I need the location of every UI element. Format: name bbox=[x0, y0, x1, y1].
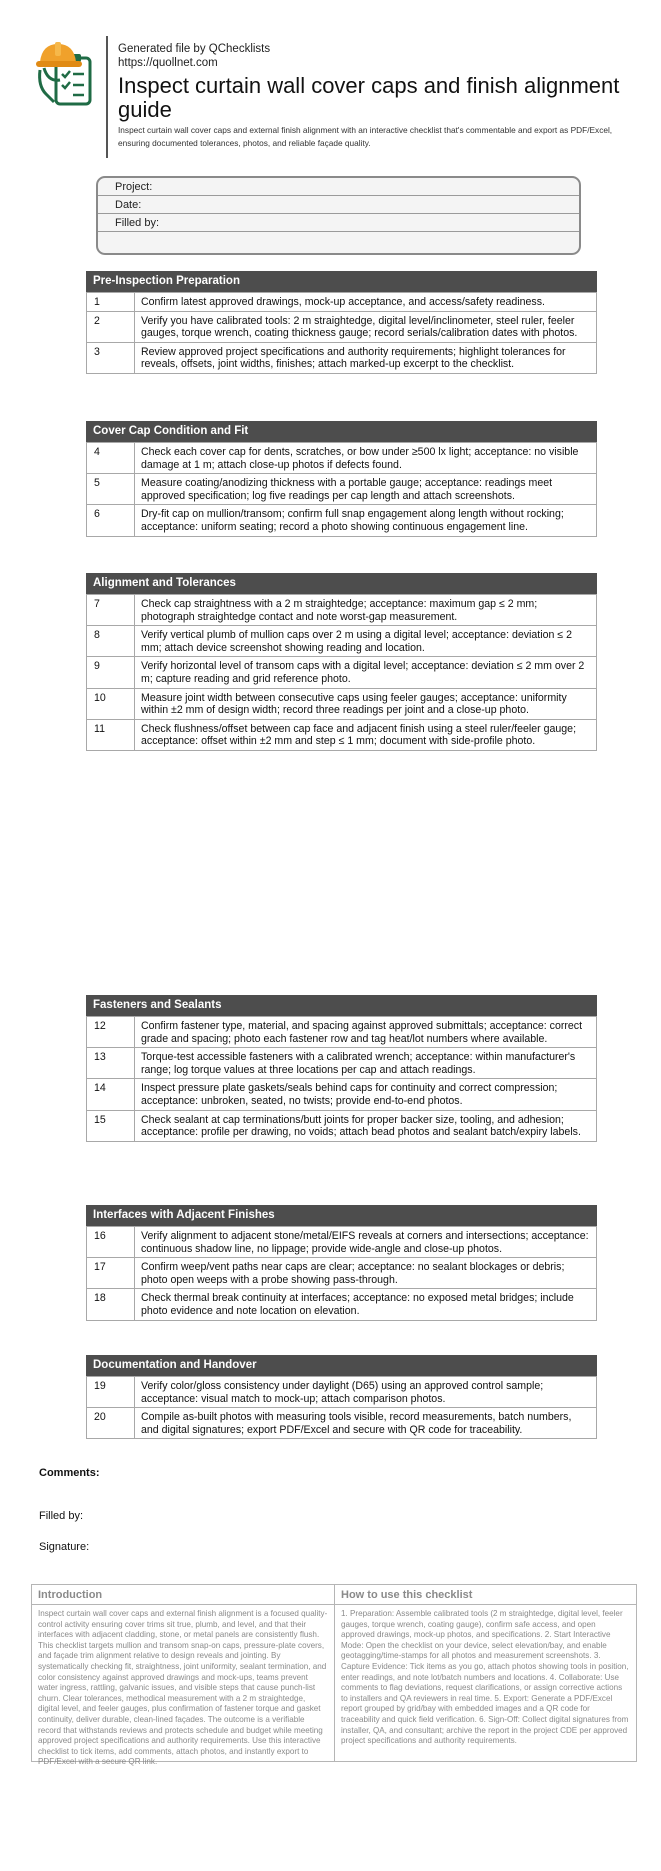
item-number: 9 bbox=[87, 657, 135, 688]
item-text: Measure joint width between consecutive caps using feeler gauges; acceptance: uniformity within ±2 mm of design width; record three readings per joint and a close-up photo. bbox=[135, 688, 597, 719]
item-number: 6 bbox=[87, 505, 135, 536]
table-row[interactable] bbox=[87, 657, 597, 688]
filled-by-field[interactable]: Filled by: bbox=[98, 214, 579, 232]
item-number: 20 bbox=[87, 1408, 135, 1439]
item-text: Inspect pressure plate gaskets/seals behind caps for continuity and correct compression; acceptance: unbroken, seated, no twists; provide end-to-end photos. bbox=[135, 1079, 597, 1110]
item-text: Check thermal break continuity at interfaces; acceptance: no exposed metal bridges; include photo evidence and note location on elevation. bbox=[135, 1289, 597, 1320]
item-text: Check each cover cap for dents, scratches, or bow under ≥500 lx light; acceptance: no visible damage at 1 m; attach close-up photos if defects found. bbox=[135, 443, 597, 474]
item-number: 12 bbox=[87, 1017, 135, 1048]
item-number: 14 bbox=[87, 1079, 135, 1110]
item-number: 16 bbox=[87, 1227, 135, 1258]
item-text: Verify horizontal level of transom caps with a digital level; acceptance: deviation ≤ 2 mm over 2 m; capture reading and grid reference photo. bbox=[135, 657, 597, 688]
filled-by-label[interactable]: Filled by: bbox=[39, 1510, 84, 1522]
item-text: Check cap straightness with a 2 m straightedge; acceptance: maximum gap ≤ 2 mm; photograph straightedge contact and note worst-gap measurement. bbox=[135, 595, 597, 626]
table-row[interactable] bbox=[87, 1048, 597, 1079]
table-row[interactable] bbox=[87, 1079, 597, 1110]
source-url[interactable]: https://quollnet.com bbox=[118, 57, 218, 69]
item-text: Dry-fit cap on mullion/transom; confirm full snap engagement along length without rocking; acceptance: uniform seating; record a photo showing continuous engagement line. bbox=[135, 505, 597, 536]
signature-label[interactable]: Signature: bbox=[39, 1541, 90, 1553]
section-fasteners bbox=[86, 995, 597, 1142]
table-row[interactable] bbox=[87, 293, 597, 312]
how-to-title: How to use this checklist bbox=[335, 1585, 636, 1605]
checklist-table bbox=[86, 1226, 597, 1321]
item-text: Measure coating/anodizing thickness with a portable gauge; acceptance: readings meet approved specification; log five readings per cap length and attach screenshots. bbox=[135, 474, 597, 505]
checklist-table bbox=[86, 1016, 597, 1142]
item-text: Compile as-built photos with measuring tools visible, record measurements, batch numbers, and digital signatures; export PDF/Excel and secure with QR code for traceability. bbox=[135, 1408, 597, 1439]
item-number: 17 bbox=[87, 1258, 135, 1289]
item-text: Confirm latest approved drawings, mock-up acceptance, and access/safety readiness. bbox=[135, 293, 597, 312]
checklist-hardhat-icon bbox=[34, 38, 104, 118]
section-title: Pre-Inspection Preparation bbox=[86, 271, 597, 292]
table-row[interactable] bbox=[87, 1017, 597, 1048]
item-number: 13 bbox=[87, 1048, 135, 1079]
section-title: Interfaces with Adjacent Finishes bbox=[86, 1205, 597, 1226]
checklist-table bbox=[86, 594, 597, 751]
section-title: Alignment and Tolerances bbox=[86, 573, 597, 594]
item-number: 8 bbox=[87, 626, 135, 657]
table-row[interactable] bbox=[87, 1289, 597, 1320]
table-row[interactable] bbox=[87, 1258, 597, 1289]
item-number: 1 bbox=[87, 293, 135, 312]
item-number: 10 bbox=[87, 688, 135, 719]
item-number: 3 bbox=[87, 342, 135, 373]
page-title: Inspect curtain wall cover caps and finish alignment guide bbox=[118, 73, 620, 122]
project-info-box bbox=[96, 176, 581, 255]
header-divider bbox=[106, 36, 108, 158]
section-documentation bbox=[86, 1355, 597, 1439]
item-text: Torque-test accessible fasteners with a calibrated wrench; acceptance: within manufacturer's range; log torque values at three locations per cap and attach readings. bbox=[135, 1048, 597, 1079]
checklist-table bbox=[86, 1376, 597, 1439]
section-cover-cap bbox=[86, 421, 597, 537]
section-title: Documentation and Handover bbox=[86, 1355, 597, 1376]
introduction-column bbox=[32, 1585, 334, 1767]
item-text: Verify alignment to adjacent stone/metal/EIFS reveals at corners and intersections; acceptance: continuous shadow line, no lippage; provide wide-angle and close-up photos. bbox=[135, 1227, 597, 1258]
page-description: Inspect curtain wall cover caps and external finish alignment with an interactive checklist that's commentable and export as PDF/Excel, ensuring documented tolerances, photos, and reliable façade quality. bbox=[118, 125, 613, 148]
item-number: 15 bbox=[87, 1110, 135, 1141]
item-text: Check sealant at cap terminations/butt joints for proper backer size, tooling, and adhesion; acceptance: profile per drawing, no voids; attach bead photos and sealant batch/expiry labels. bbox=[135, 1110, 597, 1141]
table-row[interactable] bbox=[87, 1227, 597, 1258]
table-row[interactable] bbox=[87, 688, 597, 719]
document-header bbox=[30, 36, 630, 158]
item-text: Check flushness/offset between cap face and adjacent finish using a steel ruler/feeler gauge; acceptance: offset within ±2 mm and step ≤ 1 mm; document with side-profile photo. bbox=[135, 719, 597, 750]
item-number: 18 bbox=[87, 1289, 135, 1320]
checklist-table bbox=[86, 442, 597, 537]
table-row[interactable] bbox=[87, 595, 597, 626]
section-pre-inspection bbox=[86, 271, 597, 374]
how-to-column bbox=[334, 1585, 636, 1761]
table-row[interactable] bbox=[87, 474, 597, 505]
comments-label[interactable]: Comments: bbox=[39, 1467, 100, 1479]
item-text: Confirm fastener type, material, and spacing against approved submittals; acceptance: correct grade and spacing; photo each fastener row and tag heat/lot numbers where available. bbox=[135, 1017, 597, 1048]
item-number: 7 bbox=[87, 595, 135, 626]
item-text: Verify you have calibrated tools: 2 m straightedge, digital level/inclinometer, steel ruler, feeler gauges, torque wrench, coating thickness gauge; record serials/calibration dates with photos. bbox=[135, 311, 597, 342]
table-row[interactable] bbox=[87, 443, 597, 474]
item-number: 2 bbox=[87, 311, 135, 342]
introduction-title: Introduction bbox=[32, 1585, 334, 1605]
info-panel bbox=[31, 1584, 637, 1767]
table-row[interactable] bbox=[87, 342, 597, 373]
table-row[interactable] bbox=[87, 719, 597, 750]
table-row[interactable] bbox=[87, 1377, 597, 1408]
item-number: 4 bbox=[87, 443, 135, 474]
date-field[interactable]: Date: bbox=[98, 196, 579, 214]
item-text: Verify vertical plumb of mullion caps over 2 m using a digital level; acceptance: deviation ≤ 2 mm; attach device screenshot showing reading and location. bbox=[135, 626, 597, 657]
table-row[interactable] bbox=[87, 1408, 597, 1439]
table-row[interactable] bbox=[87, 505, 597, 536]
generated-by: Generated file by QChecklists bbox=[118, 43, 271, 55]
section-title: Fasteners and Sealants bbox=[86, 995, 597, 1016]
item-number: 5 bbox=[87, 474, 135, 505]
item-text: Verify color/gloss consistency under daylight (D65) using an approved control sample; acceptance: visual match to mock-up; attach comparison photos. bbox=[135, 1377, 597, 1408]
section-alignment bbox=[86, 573, 597, 751]
checklist-table bbox=[86, 292, 597, 374]
table-row[interactable] bbox=[87, 311, 597, 342]
section-title: Cover Cap Condition and Fit bbox=[86, 421, 597, 442]
table-row[interactable] bbox=[87, 1110, 597, 1141]
item-number: 19 bbox=[87, 1377, 135, 1408]
how-to-text: 1. Preparation: Assemble calibrated tools (2 m straightedge, digital level, feeler gauges, torque wrench, coating gauge), confirm safe access, and open approved drawings, mock-up photos, and specifications. 2. Start Interactive Mode: Open the checklist on your device, select elevation/bay, and enable geotagging/time-stamps for all photos and measurement screenshots. 3. Capture Evidence: Tick items as you go, attach photos showing tools in position, enter readings, and note lot/batch numbers and locations. 4. Collaborate: Use comments to flag deviations, request clarifications, or assign corrective actions to installers and QA reviewers in real time. 5. Export: Generate a PDF/Excel report grouped by grid/bay with embedded images and a QR code for traceability and quick field verification. 6. Sign-Off: Collect digital signatures from installer, QA, and consultant; archive the report in the project CDE per approved project specifications and authority requirements. bbox=[341, 1609, 629, 1746]
item-text: Confirm weep/vent paths near caps are clear; acceptance: no sealant blockages or debris; photo open weeps with a probe showing pass-through. bbox=[135, 1258, 597, 1289]
project-field[interactable]: Project: bbox=[98, 178, 579, 196]
section-interfaces bbox=[86, 1205, 597, 1321]
introduction-text: Inspect curtain wall cover caps and external finish alignment is a focused quality-control activity ensuring cover trims sit true, plumb, and level, and that their interfaces with adjacent cladding, stone, or metal panels are consistently flush. This checklist targets mullion and transom snap-on caps, pressure-plate covers, and façade trim alignment relative to design reveals and jointing. By systematically checking fit, straightness, joint uniformity, sealant termination, and color consistency against approved drawings and mock-ups, teams prevent water ingress, rattling, galvanic issues, and visible steps that cause punch-list churn. Clear tolerances, methodical measurement with a 2 m straightedge, digital level, and feeler gauges, plus confirmation of fastener torque and gasket continuity, deliver durable, clean-lined façades. The outcome is a verifiable record that withstands reviews and protects schedule and budget while meeting approved project specifications and authority requirements. Use this interactive checklist to tick items, add comments, attach photos, and instantly export to PDF/Excel with a secure QR link. bbox=[38, 1609, 328, 1767]
table-row[interactable] bbox=[87, 626, 597, 657]
item-text: Review approved project specifications and authority requirements; highlight tolerances for reveals, offsets, joint widths, finishes; attach marked-up excerpt to the checklist. bbox=[135, 342, 597, 373]
item-number: 11 bbox=[87, 719, 135, 750]
